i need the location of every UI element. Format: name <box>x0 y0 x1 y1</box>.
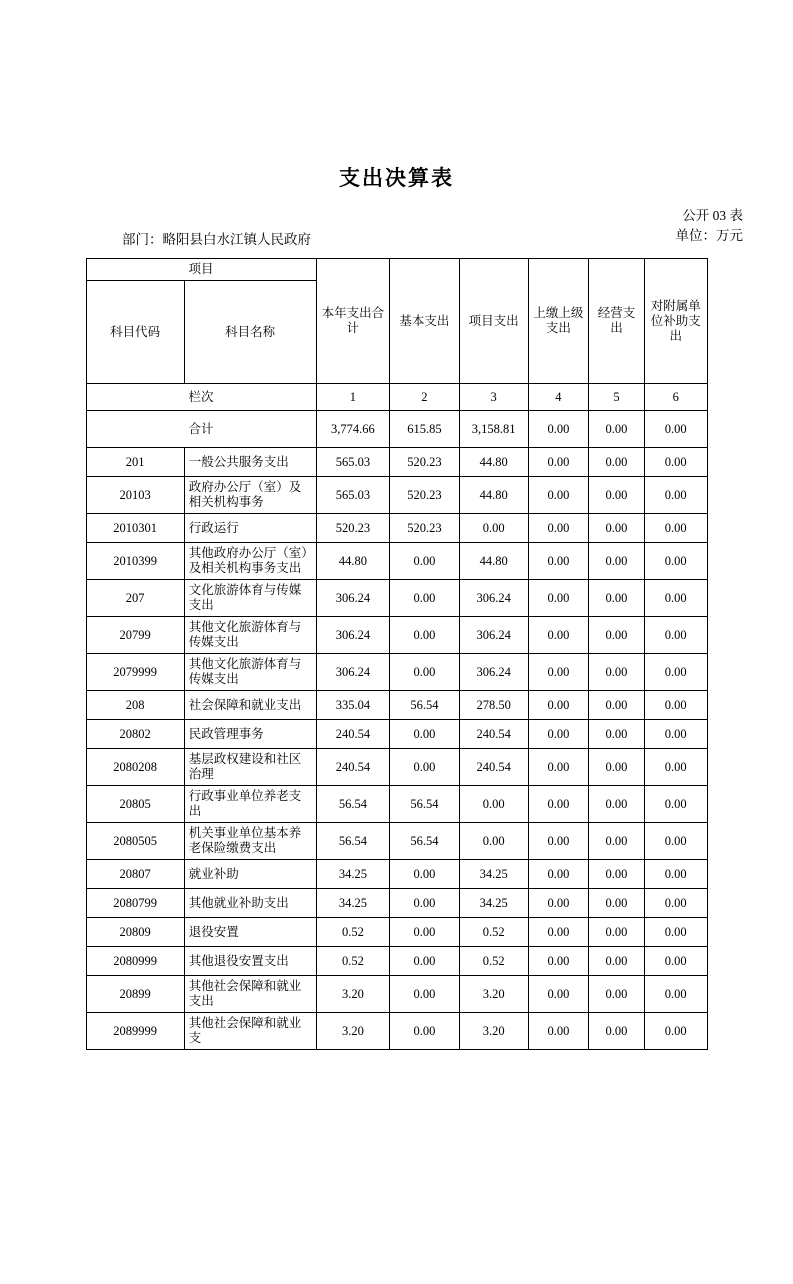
table-row <box>86 786 707 823</box>
cell-value-6: 0.00 <box>644 823 707 860</box>
cell-value-1: 56.54 <box>316 786 390 823</box>
cell-value-6: 0.00 <box>644 448 707 477</box>
cell-value-3: 0.00 <box>459 514 528 543</box>
cell-subject-code: 2079999 <box>86 654 184 691</box>
table-row <box>86 860 707 889</box>
total-label: 合计 <box>86 411 316 448</box>
cell-value-4: 0.00 <box>528 720 588 749</box>
cell-value-2: 56.54 <box>390 823 459 860</box>
cell-subject-code: 20799 <box>86 617 184 654</box>
cell-value-2: 56.54 <box>390 691 459 720</box>
lane-label: 栏次 <box>86 384 316 411</box>
cell-value-1: 306.24 <box>316 617 390 654</box>
cell-subject-name: 民政管理事务 <box>184 720 316 749</box>
cell-subject-code: 2010301 <box>86 514 184 543</box>
cell-value-2: 0.00 <box>390 860 459 889</box>
cell-value-2: 0.00 <box>390 749 459 786</box>
cell-value-1: 34.25 <box>316 889 390 918</box>
cell-value-2: 0.00 <box>390 1013 459 1050</box>
table-row <box>86 617 707 654</box>
cell-subject-code: 20809 <box>86 918 184 947</box>
cell-value-4: 0.00 <box>528 976 588 1013</box>
cell-subject-name: 其他社会保障和就业支出 <box>184 976 316 1013</box>
header-col1: 本年支出合计 <box>316 259 390 384</box>
cell-value-3: 34.25 <box>459 860 528 889</box>
cell-value-2: 0.00 <box>390 918 459 947</box>
lane-2: 2 <box>390 384 459 411</box>
cell-subject-code: 2089999 <box>86 1013 184 1050</box>
cell-subject-name: 文化旅游体育与传媒支出 <box>184 580 316 617</box>
cell-value-6: 0.00 <box>644 720 707 749</box>
cell-subject-code: 2010399 <box>86 543 184 580</box>
cell-value-5: 0.00 <box>589 786 645 823</box>
cell-value-5: 0.00 <box>589 889 645 918</box>
cell-value-4: 0.00 <box>528 860 588 889</box>
lane-row <box>86 384 707 411</box>
header-col6: 对附属单位补助支出 <box>644 259 707 384</box>
cell-value-4: 0.00 <box>528 889 588 918</box>
cell-value-5: 0.00 <box>589 823 645 860</box>
table-row <box>86 823 707 860</box>
page-title: 支出决算表 <box>339 167 454 190</box>
cell-value-2: 520.23 <box>390 448 459 477</box>
cell-subject-code: 20899 <box>86 976 184 1013</box>
table-row <box>86 514 707 543</box>
cell-value-6: 0.00 <box>644 654 707 691</box>
cell-value-3: 0.52 <box>459 918 528 947</box>
cell-subject-code: 2080208 <box>86 749 184 786</box>
cell-value-5: 0.00 <box>589 617 645 654</box>
cell-value-1: 0.52 <box>316 947 390 976</box>
cell-value-3: 34.25 <box>459 889 528 918</box>
cell-value-6: 0.00 <box>644 580 707 617</box>
cell-value-6: 0.00 <box>644 786 707 823</box>
cell-value-5: 0.00 <box>589 976 645 1013</box>
total-col6: 0.00 <box>644 411 707 448</box>
cell-value-4: 0.00 <box>528 749 588 786</box>
cell-subject-name: 退役安置 <box>184 918 316 947</box>
form-meta <box>676 206 744 246</box>
lane-4: 4 <box>528 384 588 411</box>
total-col4: 0.00 <box>528 411 588 448</box>
cell-value-2: 520.23 <box>390 514 459 543</box>
cell-subject-name: 其他文化旅游体育与传媒支出 <box>184 617 316 654</box>
form-number: 公开 03 表 <box>682 208 743 223</box>
cell-value-1: 0.52 <box>316 918 390 947</box>
cell-value-5: 0.00 <box>589 654 645 691</box>
cell-value-4: 0.00 <box>528 786 588 823</box>
header-col4: 上缴上级支出 <box>528 259 588 384</box>
cell-subject-name: 基层政权建设和社区治理 <box>184 749 316 786</box>
cell-value-4: 0.00 <box>528 580 588 617</box>
cell-value-4: 0.00 <box>528 617 588 654</box>
cell-value-6: 0.00 <box>644 918 707 947</box>
cell-value-3: 3.20 <box>459 1013 528 1050</box>
total-col1: 3,774.66 <box>316 411 390 448</box>
document-page <box>0 162 793 1284</box>
table-row <box>86 947 707 976</box>
total-col5: 0.00 <box>589 411 645 448</box>
table-row <box>86 580 707 617</box>
lane-6: 6 <box>644 384 707 411</box>
cell-value-5: 0.00 <box>589 543 645 580</box>
cell-value-3: 278.50 <box>459 691 528 720</box>
cell-value-4: 0.00 <box>528 691 588 720</box>
cell-subject-name: 政府办公厅（室）及相关机构事务 <box>184 477 316 514</box>
cell-subject-name: 机关事业单位基本养老保险缴费支出 <box>184 823 316 860</box>
cell-value-2: 0.00 <box>390 947 459 976</box>
cell-value-2: 0.00 <box>390 654 459 691</box>
cell-value-3: 306.24 <box>459 654 528 691</box>
table-body <box>86 448 707 1050</box>
cell-value-5: 0.00 <box>589 749 645 786</box>
cell-value-1: 3.20 <box>316 1013 390 1050</box>
cell-value-3: 44.80 <box>459 477 528 514</box>
cell-value-3: 0.00 <box>459 823 528 860</box>
cell-value-2: 0.00 <box>390 976 459 1013</box>
cell-value-6: 0.00 <box>644 514 707 543</box>
cell-subject-name: 社会保障和就业支出 <box>184 691 316 720</box>
meta-row <box>0 208 793 258</box>
cell-value-6: 0.00 <box>644 617 707 654</box>
cell-value-4: 0.00 <box>528 1013 588 1050</box>
table-header-top <box>86 259 707 281</box>
cell-value-4: 0.00 <box>528 477 588 514</box>
cell-value-6: 0.00 <box>644 860 707 889</box>
cell-subject-name: 其他社会保障和就业支 <box>184 1013 316 1050</box>
cell-value-3: 44.80 <box>459 543 528 580</box>
cell-value-1: 44.80 <box>316 543 390 580</box>
cell-subject-code: 2080799 <box>86 889 184 918</box>
lane-3: 3 <box>459 384 528 411</box>
lane-5: 5 <box>589 384 645 411</box>
cell-subject-name: 行政事业单位养老支出 <box>184 786 316 823</box>
header-subject-name: 科目名称 <box>184 281 316 384</box>
cell-subject-code: 2080505 <box>86 823 184 860</box>
cell-value-1: 565.03 <box>316 448 390 477</box>
cell-value-4: 0.00 <box>528 514 588 543</box>
cell-value-5: 0.00 <box>589 477 645 514</box>
cell-subject-code: 208 <box>86 691 184 720</box>
header-col3: 项目支出 <box>459 259 528 384</box>
cell-value-4: 0.00 <box>528 448 588 477</box>
header-group-project: 项目 <box>86 259 316 281</box>
cell-value-6: 0.00 <box>644 477 707 514</box>
cell-value-3: 306.24 <box>459 580 528 617</box>
cell-value-5: 0.00 <box>589 720 645 749</box>
cell-subject-code: 20805 <box>86 786 184 823</box>
cell-value-4: 0.00 <box>528 823 588 860</box>
expenditure-table <box>86 258 708 1050</box>
cell-value-1: 306.24 <box>316 580 390 617</box>
cell-value-6: 0.00 <box>644 976 707 1013</box>
cell-value-1: 56.54 <box>316 823 390 860</box>
table-row <box>86 448 707 477</box>
table-row <box>86 477 707 514</box>
department-label: 部门：略阳县白水江镇人民政府 <box>122 232 311 247</box>
header-col5: 经营支出 <box>589 259 645 384</box>
cell-value-3: 0.00 <box>459 786 528 823</box>
cell-value-1: 3.20 <box>316 976 390 1013</box>
cell-value-6: 0.00 <box>644 947 707 976</box>
cell-value-2: 0.00 <box>390 889 459 918</box>
cell-value-5: 0.00 <box>589 1013 645 1050</box>
cell-subject-code: 207 <box>86 580 184 617</box>
cell-value-5: 0.00 <box>589 947 645 976</box>
cell-value-1: 520.23 <box>316 514 390 543</box>
cell-value-3: 0.52 <box>459 947 528 976</box>
cell-value-3: 306.24 <box>459 617 528 654</box>
cell-value-1: 240.54 <box>316 749 390 786</box>
cell-subject-name: 行政运行 <box>184 514 316 543</box>
cell-value-6: 0.00 <box>644 1013 707 1050</box>
cell-value-5: 0.00 <box>589 918 645 947</box>
table-row <box>86 720 707 749</box>
cell-value-4: 0.00 <box>528 918 588 947</box>
cell-subject-name: 其他政府办公厅（室）及相关机构事务支出 <box>184 543 316 580</box>
cell-subject-name: 就业补助 <box>184 860 316 889</box>
cell-value-4: 0.00 <box>528 543 588 580</box>
table-row <box>86 918 707 947</box>
cell-value-6: 0.00 <box>644 543 707 580</box>
cell-value-5: 0.00 <box>589 860 645 889</box>
cell-value-1: 306.24 <box>316 654 390 691</box>
table-row <box>86 543 707 580</box>
cell-subject-name: 其他文化旅游体育与传媒支出 <box>184 654 316 691</box>
cell-subject-name: 其他就业补助支出 <box>184 889 316 918</box>
cell-value-5: 0.00 <box>589 580 645 617</box>
header-subject-code: 科目代码 <box>86 281 184 384</box>
cell-value-3: 240.54 <box>459 749 528 786</box>
cell-value-2: 0.00 <box>390 543 459 580</box>
cell-value-3: 44.80 <box>459 448 528 477</box>
cell-value-1: 240.54 <box>316 720 390 749</box>
cell-value-6: 0.00 <box>644 749 707 786</box>
cell-value-4: 0.00 <box>528 947 588 976</box>
cell-value-6: 0.00 <box>644 889 707 918</box>
cell-value-4: 0.00 <box>528 654 588 691</box>
cell-subject-code: 201 <box>86 448 184 477</box>
lane-1: 1 <box>316 384 390 411</box>
cell-subject-code: 2080999 <box>86 947 184 976</box>
table-row <box>86 691 707 720</box>
cell-value-1: 335.04 <box>316 691 390 720</box>
cell-value-2: 520.23 <box>390 477 459 514</box>
header-col2: 基本支出 <box>390 259 459 384</box>
table-row <box>86 889 707 918</box>
cell-value-2: 0.00 <box>390 580 459 617</box>
table-row <box>86 1013 707 1050</box>
cell-value-5: 0.00 <box>589 448 645 477</box>
total-row <box>86 411 707 448</box>
cell-value-1: 565.03 <box>316 477 390 514</box>
cell-subject-code: 20103 <box>86 477 184 514</box>
cell-subject-name: 一般公共服务支出 <box>184 448 316 477</box>
table-row <box>86 654 707 691</box>
table-row <box>86 976 707 1013</box>
cell-subject-name: 其他退役安置支出 <box>184 947 316 976</box>
cell-value-2: 0.00 <box>390 720 459 749</box>
cell-subject-code: 20807 <box>86 860 184 889</box>
cell-value-5: 0.00 <box>589 514 645 543</box>
cell-subject-code: 20802 <box>86 720 184 749</box>
cell-value-5: 0.00 <box>589 691 645 720</box>
table-row <box>86 749 707 786</box>
total-col2: 615.85 <box>390 411 459 448</box>
cell-value-2: 56.54 <box>390 786 459 823</box>
amount-unit: 单位：万元 <box>675 228 743 243</box>
cell-value-6: 0.00 <box>644 691 707 720</box>
cell-value-1: 34.25 <box>316 860 390 889</box>
cell-value-2: 0.00 <box>390 617 459 654</box>
cell-value-3: 3.20 <box>459 976 528 1013</box>
cell-value-3: 240.54 <box>459 720 528 749</box>
total-col3: 3,158.81 <box>459 411 528 448</box>
